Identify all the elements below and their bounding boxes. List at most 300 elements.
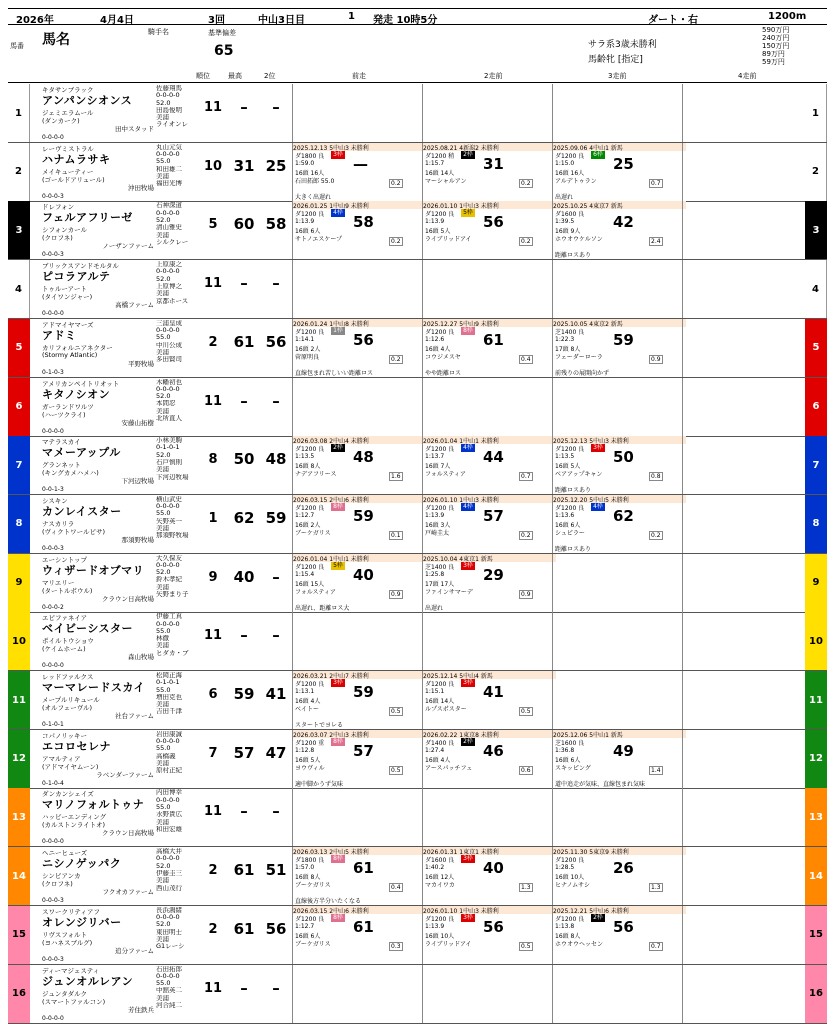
past-race	[292, 847, 426, 905]
past-race-winner: 菅原明良	[295, 353, 320, 361]
horse-info	[32, 788, 202, 846]
breeder-name: 田中スタッド	[115, 125, 154, 133]
past-race-score: 50	[613, 448, 634, 467]
past-race-field: 16頭 2人	[295, 521, 321, 529]
past-race-distance: ダ1400 良	[425, 739, 455, 747]
past-race-distance: ダ1200 良	[425, 446, 455, 454]
horse-number: 7	[8, 436, 30, 494]
past-race-field: 16頭 14人	[425, 169, 455, 177]
jockey-line: 上原康之	[156, 261, 182, 269]
past-race	[682, 730, 816, 788]
damsire-name: (ダンカーク)	[42, 117, 80, 125]
jockey-block	[156, 907, 201, 951]
past-race-distance: ダ1200 稍	[425, 152, 455, 160]
horse-name[interactable]: ニシノゲッパク	[42, 857, 122, 871]
second-value: 51	[265, 861, 287, 880]
dam-name: シフォンカール	[42, 226, 88, 235]
jockey-block	[156, 144, 201, 188]
past-race-winner: ブーケガリス	[295, 940, 331, 948]
second-value: –	[272, 98, 280, 116]
past-race-time: 1:13.5	[295, 453, 315, 461]
past-race-distance: ダ1200 良	[295, 504, 325, 512]
second-index	[258, 730, 294, 788]
jockey-line: 京都ホース	[156, 297, 189, 305]
breeder-name: 那須野牧場	[121, 535, 154, 544]
past-race-header: 2025.12.06 5中山1 新馬	[553, 730, 686, 738]
jockey-block	[156, 731, 201, 775]
breeder-name: フクオカファーム	[102, 888, 154, 897]
race-header	[8, 8, 827, 25]
horse-name[interactable]: ピコラアルテ	[42, 270, 111, 284]
past-race	[682, 671, 816, 729]
past-race-margin: 1.3	[651, 884, 661, 892]
jockey-line: 中舘英二	[156, 987, 182, 995]
past-race-gate: 3枠	[461, 914, 475, 922]
past-race-field: 16頭 6人	[555, 756, 581, 764]
sire-name: レッドファルクス	[42, 673, 94, 681]
jockey-line: 伊藤圭三	[156, 869, 182, 877]
jockey-block	[156, 496, 201, 540]
past-race	[682, 319, 816, 377]
past-race-score: 58	[353, 213, 374, 232]
jockey-line: 0-0-0-0	[156, 972, 180, 980]
past-race-field: 16頭 10人	[555, 874, 585, 882]
past-race-time: 1:22.3	[555, 335, 575, 343]
race-year: 2026年	[16, 15, 54, 26]
jockey-line: 松岡正海	[156, 672, 182, 679]
max-index	[226, 319, 262, 377]
past-race-margin: 1.3	[521, 884, 531, 892]
max-index	[226, 847, 262, 905]
sire-name: レーヴミストラル	[42, 144, 94, 153]
past-race-time: 1:13.9	[295, 218, 315, 226]
record: 0-0-0-3	[42, 544, 64, 552]
table-row	[8, 788, 827, 847]
second-value: –	[272, 567, 280, 586]
damsire-name: (カルストンライトオ)	[42, 821, 105, 830]
horse-info	[32, 554, 202, 612]
sire-name: ドレフォン	[42, 203, 75, 212]
past-race-gate: 2枠	[461, 738, 475, 746]
past-race-field: 16頭 8人	[555, 932, 581, 940]
past-race-time: 1:25.8	[425, 570, 445, 578]
horse-number: 5	[8, 319, 30, 377]
table-row	[8, 612, 827, 671]
max-index	[226, 201, 262, 259]
past-race	[422, 84, 556, 142]
jockey-line: 52.0	[156, 275, 171, 283]
jockey-line: 西山茂行	[156, 884, 182, 892]
past-race	[422, 495, 556, 553]
past-race-header: 2025.12.13 5中山3 未勝利	[293, 143, 426, 151]
past-race-winner: ヨウヴィル	[295, 764, 325, 772]
past-race-distance: ダ1200 良	[425, 211, 455, 219]
past-race-time: 1:12.7	[295, 511, 315, 519]
jockey-line: 55.0	[156, 334, 171, 342]
max-value: –	[240, 802, 248, 821]
breeder-name: 社台ファーム	[115, 712, 154, 720]
sire-name: エーシントップ	[42, 555, 88, 564]
past-race-distance: ダ1200 良	[555, 915, 585, 923]
past-race-header: 2025.12.21 5中山6 未勝利	[553, 906, 686, 914]
past-race	[682, 378, 816, 436]
horse-name[interactable]: アンパンシオンス	[42, 94, 133, 107]
jockey-line: 美浦	[156, 701, 169, 709]
jockey-line: 美浦	[156, 172, 169, 180]
jockey-line: 内田博幸	[156, 789, 182, 797]
horse-info	[32, 671, 202, 729]
past-race-field: 16頭 9人	[555, 228, 581, 236]
horse-name[interactable]: オレンジリバー	[42, 915, 122, 929]
jockey-line: 北所直人	[156, 414, 182, 422]
past-race	[292, 143, 426, 201]
max-value: 61	[233, 332, 255, 351]
past-race-score: 41	[483, 683, 504, 701]
horse-number: 2	[8, 143, 30, 201]
jockey-line: 美浦	[156, 407, 169, 415]
record: 0-0-0-0	[42, 134, 64, 141]
past-race-distance: ダ1200 良	[295, 211, 325, 219]
record: 0-0-0-0	[42, 310, 64, 318]
past-race-time: 1:28.5	[555, 864, 575, 872]
second-index	[258, 378, 294, 436]
race-number: 1	[348, 11, 355, 22]
max-value: 31	[233, 156, 255, 175]
table-row	[8, 84, 827, 143]
past-race-margin: 0.3	[391, 942, 401, 950]
past-race-gate: 5枠	[461, 209, 475, 217]
past-race-field: 16頭 7人	[425, 463, 451, 471]
horse-name[interactable]: ベイビーシスター	[42, 622, 134, 636]
past-race-distance: ダ1200 良	[425, 915, 455, 923]
jockey-line: 多田賢司	[156, 356, 182, 364]
table-row	[8, 847, 827, 906]
max-index	[226, 554, 262, 612]
jockey-line: 本間忍	[156, 400, 176, 408]
past-race-margin: 0.7	[521, 473, 531, 481]
past-race	[422, 378, 556, 436]
table-row	[8, 906, 827, 965]
jockey-line: 0-0-0-0	[156, 503, 180, 511]
max-value: –	[240, 274, 248, 293]
second-index	[258, 671, 294, 729]
past-race-gate: 4枠	[591, 503, 605, 511]
past-race	[552, 319, 686, 377]
past-race-distance: ダ1200 重	[295, 739, 325, 747]
past-race-score: 57	[353, 741, 374, 760]
jockey-block	[156, 261, 201, 305]
horse-info	[32, 143, 202, 201]
jockey-line: 田島俊明	[156, 106, 182, 114]
past-race	[552, 378, 686, 436]
horse-number: 14	[805, 847, 827, 905]
past-race	[682, 906, 816, 964]
past-race	[682, 84, 816, 142]
past-race	[422, 906, 556, 964]
sire-name: コパノリッキー	[42, 731, 87, 740]
damsire-name: (ヴィクトワールピサ)	[42, 527, 106, 536]
horse-name[interactable]: フェルアフリーゼ	[42, 211, 133, 225]
col-label-second: 2位	[264, 72, 276, 80]
jockey-line: 増田克也	[156, 693, 182, 701]
record: 0-0-0-0	[42, 838, 64, 846]
past-race	[292, 612, 426, 670]
past-race-field: 16頭 2人	[295, 345, 321, 353]
past-race-margin: 0.7	[651, 179, 661, 187]
jockey-line: 52.0	[156, 921, 171, 929]
past-race-time: 1:57.0	[295, 864, 315, 872]
past-race-distance: ダ1200 良	[555, 152, 585, 160]
past-race-time: 1:12.8	[295, 746, 315, 754]
table-row	[8, 730, 827, 789]
jockey-line: ライオンレ	[156, 121, 188, 129]
damsire-name: (アドマイヤムーン)	[42, 762, 99, 771]
record: 0-0-0-0	[42, 662, 64, 670]
past-race-score: 46	[483, 741, 504, 760]
past-race-gate: 6枠	[591, 151, 605, 159]
past-race-header: 2026.01.04 1中山1 未勝利	[293, 554, 426, 562]
jockey-line: 三浦皇成	[156, 319, 182, 327]
past-race-score: 56	[353, 330, 374, 349]
past-race-comment: 大きく出遅れ	[295, 193, 332, 201]
past-race-gate: 3枠	[461, 679, 475, 687]
past-race	[682, 143, 816, 201]
past-race	[422, 671, 556, 729]
past-race-winner: ルプスポスター	[425, 706, 467, 713]
past-race-time: 1:14.1	[295, 335, 315, 343]
horse-number: 9	[805, 554, 827, 612]
record: 0-0-0-3	[42, 251, 64, 259]
past-race	[292, 84, 426, 142]
horse-name[interactable]: マリノフォルトゥナ	[42, 798, 145, 812]
jockey-line: 55.0	[156, 686, 171, 694]
jockey-line: 美浦	[156, 525, 169, 533]
horse-number: 6	[8, 378, 30, 436]
past-race-field: 16頭 6人	[295, 932, 321, 940]
past-race-margin: 1.4	[651, 766, 661, 774]
jockey-line: 鈴木孝紀	[156, 576, 182, 584]
second-index	[258, 84, 294, 142]
horse-number: 14	[8, 847, 30, 905]
past-race	[682, 847, 816, 905]
col-label-horse: 馬名	[42, 32, 70, 48]
past-race-margin: 2.4	[651, 238, 661, 246]
past-race-gate: 3枠	[461, 562, 475, 570]
race-start: 発走 10時5分	[373, 15, 438, 26]
past-race-comment: 距離ロスあり	[555, 545, 592, 553]
breeder-name: 追分ファーム	[115, 946, 154, 955]
max-index	[226, 730, 262, 788]
table-row	[8, 965, 827, 1024]
col-label-prev2: 2走前	[484, 72, 503, 80]
dam-name: ガーランドワルツ	[42, 402, 94, 411]
max-value: 57	[233, 743, 255, 762]
jockey-line: 52.0	[156, 216, 171, 224]
max-value: –	[240, 626, 248, 645]
breeder-name: 芳住鉄兵	[128, 1005, 154, 1014]
past-race-distance: ダ1200 良	[425, 328, 455, 336]
breeder-name: 高橋ファーム	[115, 301, 154, 310]
race-date: 4月4日	[100, 15, 134, 26]
horse-name[interactable]: カンレイスター	[42, 504, 122, 518]
past-race	[552, 847, 686, 905]
damsire-name: (キングカメハメハ)	[42, 469, 99, 478]
table-row	[8, 671, 827, 730]
second-value: 56	[265, 919, 287, 938]
past-race-margin: 0.5	[391, 708, 401, 715]
jockey-line: 那須野牧場	[156, 532, 189, 540]
past-race	[292, 965, 426, 1023]
horse-info	[32, 906, 202, 964]
damsire-name: (ケイムホーム)	[42, 645, 86, 654]
record: 0-0-0-0	[42, 427, 64, 435]
horse-name[interactable]: アドミ	[42, 328, 77, 342]
second-value: 47	[265, 743, 287, 762]
past-race	[422, 730, 556, 788]
past-race-comment: スタートでヨレる	[295, 722, 344, 729]
past-race-distance: ダ1600 良	[425, 857, 455, 865]
past-race	[422, 788, 556, 846]
past-race-field: 16頭 8人	[295, 874, 321, 882]
max-value: 59	[233, 685, 255, 703]
jockey-block	[156, 848, 201, 892]
horse-number: 8	[805, 495, 827, 553]
past-race	[292, 906, 426, 964]
second-index	[258, 436, 294, 494]
past-race-time: 1:15.4	[295, 570, 315, 578]
past-race-distance: ダ1600 良	[555, 211, 585, 219]
horse-info	[32, 612, 202, 670]
past-race-comment: 出遅れ	[425, 604, 444, 612]
breeder-name: ラベンダーファーム	[96, 770, 154, 779]
horse-name[interactable]: キタノシオン	[42, 387, 111, 401]
past-race-winner: ブーケガリス	[295, 882, 331, 890]
past-race-time: 1:13.9	[425, 922, 445, 930]
jockey-line: 福田光博	[156, 180, 182, 188]
horse-info	[32, 495, 202, 553]
record: 0-0-0-3	[42, 955, 64, 963]
second-value: –	[272, 274, 280, 293]
past-race-margin: 0.9	[521, 590, 531, 598]
past-race-winner: ホウオウヘッセン	[555, 940, 604, 948]
past-race-gate: 2枠	[591, 914, 605, 922]
past-race-winner: ベアアップキャン	[555, 471, 603, 479]
horse-name[interactable]: マメーアップル	[42, 446, 121, 460]
past-race-header: 2026.03.15 2中山6 未勝利	[293, 906, 426, 914]
past-race-field: 16頭 6人	[555, 521, 581, 529]
second-value: 25	[265, 156, 287, 175]
horse-name[interactable]: ウィザードオブマリ	[42, 563, 145, 577]
horse-name[interactable]: マーマレードスカイ	[42, 681, 146, 694]
max-index	[226, 788, 262, 846]
past-race-header: 2025.12.27 5中山9 未勝利	[423, 319, 556, 327]
jockey-line: 東田明士	[156, 928, 182, 936]
max-index	[226, 378, 262, 436]
dam-name: シンビアンカ	[42, 872, 81, 881]
past-race	[422, 847, 556, 905]
past-race	[552, 788, 686, 846]
jockey-line: 林徹	[156, 635, 169, 643]
past-race-comment: 距離ロスあり	[555, 252, 592, 260]
past-race-time: 1:13.7	[425, 453, 445, 461]
past-race-comment: 直線包まれ苦しいい距離ロス	[295, 369, 374, 377]
second-value: 56	[265, 332, 287, 351]
jockey-block	[156, 202, 201, 246]
past-race-winner: ナデアフリース	[295, 471, 337, 479]
past-race-time: 1:15.1	[425, 688, 445, 695]
horse-number: 8	[8, 495, 30, 553]
dam-name: ポイルトウショウ	[42, 637, 94, 646]
damsire-name: (ハーツクライ)	[42, 410, 86, 419]
past-race-gate: 1枠	[331, 327, 345, 335]
past-race-field: 16頭 16人	[295, 169, 325, 177]
past-race-margin: 0.2	[391, 179, 401, 187]
sire-name: ディーマジェスティ	[42, 966, 100, 975]
race-distance: 1200m	[768, 11, 807, 22]
past-race-time: 1:39.5	[555, 218, 575, 226]
dam-name: ナスカリラ	[42, 519, 75, 528]
breeder-name: 沖田牧場	[128, 183, 154, 192]
past-race-gate: 8枠	[331, 855, 345, 863]
past-race-comment: 直線後方半分いたくなる	[295, 898, 362, 906]
record: 0-0-0-2	[42, 603, 64, 611]
max-index	[226, 612, 262, 670]
past-race-margin: 0.5	[391, 766, 401, 774]
past-race-header: 2025.10.04 4東京1 新馬	[423, 554, 556, 562]
past-race-gate: 2枠	[331, 444, 345, 452]
jockey-line: 石戸慎則	[156, 459, 182, 467]
max-value: 60	[233, 215, 255, 234]
breeder-name: 森山牧場	[128, 653, 154, 662]
past-race-header: 2026.03.13 2中山5 未勝利	[293, 847, 426, 855]
dam-name: ジェミエラムール	[42, 109, 94, 117]
horse-number: 4	[805, 260, 827, 318]
jockey-line: 石田拓郎	[156, 965, 182, 973]
jockey-line: 52.0	[156, 393, 171, 401]
horse-number: 1	[8, 84, 30, 142]
jockey-line: 52.0	[156, 451, 171, 459]
past-race-score: 44	[483, 448, 504, 467]
past-race-distance: 芝1400 良	[425, 563, 455, 571]
past-race-time: 1:13.5	[555, 453, 575, 461]
past-race	[552, 201, 686, 259]
rank-value: 6	[208, 687, 218, 702]
sire-name: エピファネイア	[42, 614, 88, 623]
past-race-comment: やや距離ロス	[425, 369, 462, 377]
past-race	[292, 671, 426, 729]
past-race	[552, 143, 686, 201]
past-race-field: 16頭 16人	[555, 169, 585, 177]
horse-number: 13	[805, 788, 827, 846]
past-race-field: 16頭 5人	[295, 756, 321, 764]
past-race-time: 1:13.1	[295, 688, 315, 695]
max-index	[226, 495, 262, 553]
sire-name: シスキン	[42, 496, 68, 505]
horse-number: 6	[805, 378, 827, 436]
horse-name[interactable]: ハナムラサキ	[42, 152, 111, 166]
horse-name[interactable]: エコロセレナ	[42, 739, 111, 753]
max-index	[226, 965, 262, 1023]
past-race-winner: アースパッチフュ	[425, 764, 473, 772]
past-race-margin: 0.4	[521, 355, 531, 363]
past-race-distance: ダ1800 良	[295, 857, 325, 865]
second-value: –	[272, 626, 280, 645]
past-race-header: 2026.01.10 1中山3 未勝利	[423, 906, 556, 914]
past-race-score: 61	[353, 917, 374, 936]
jockey-line: 0-0-0-0	[156, 561, 180, 569]
horse-name[interactable]: ジュンオルレアン	[42, 974, 134, 988]
jockey-line: 55.0	[156, 980, 171, 988]
